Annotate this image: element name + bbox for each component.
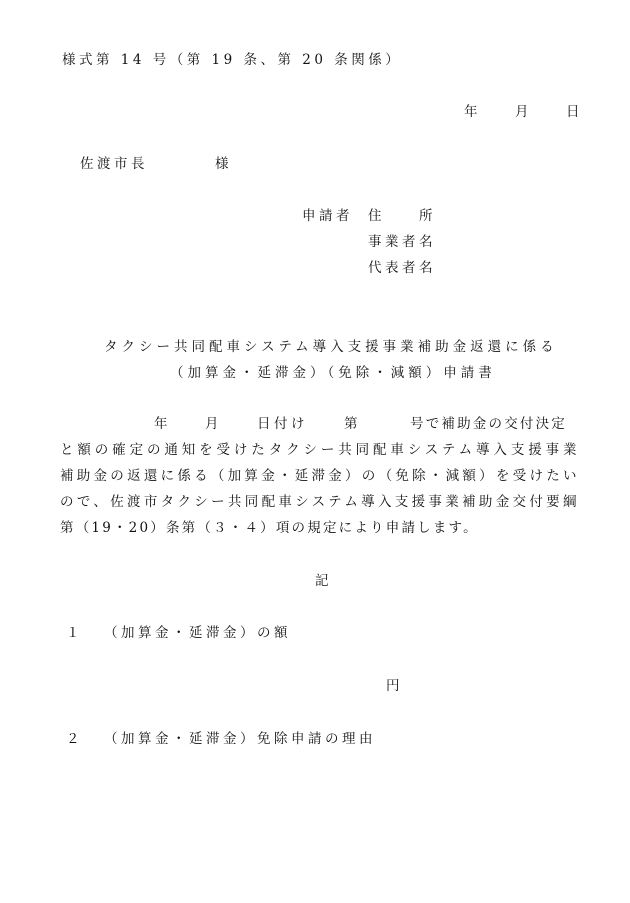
ki-heading: 記: [315, 573, 329, 589]
body-line3: 補助金の返還に係る（加算金・延滞金）の（免除・減額）を受けたい: [60, 468, 578, 484]
addressee-honorific: 様: [215, 156, 229, 172]
addressee-name: 佐渡市長: [80, 156, 148, 172]
body-line4: ので、佐渡市タクシー共同配車システム導入支援事業補助金交付要綱: [60, 494, 578, 510]
applicant-label: 申請者: [302, 208, 353, 224]
body-year: 年: [154, 416, 168, 432]
item-text: （加算金・延滞金）の額: [104, 625, 291, 641]
body-line5: 第（19・20）条第（３・４）項の規定により申請します。: [60, 520, 479, 536]
body-date-suffix: 日付け: [257, 416, 308, 432]
date-year: 年: [464, 104, 478, 120]
date-month: 月: [515, 104, 529, 120]
applicant-representative-label: 代表者名: [368, 260, 436, 276]
applicant-business-label: 事業者名: [368, 234, 436, 250]
body-line2: と額の確定の通知を受けたタクシー共同配車システム導入支援事業: [60, 442, 578, 458]
document-title-line2: （加算金・延滞金）（免除・減額）申請書: [170, 365, 496, 381]
document-title-line1: タクシー共同配車システム導入支援事業補助金返還に係る: [104, 339, 558, 355]
item-unit: 円: [386, 678, 400, 694]
item-number: １: [66, 625, 80, 641]
applicant-address-label: 住 所: [368, 208, 436, 224]
item-number: ２: [66, 731, 80, 747]
item-text: （加算金・延滞金）免除申請の理由: [104, 731, 376, 747]
body-line1-rest: 号で補助金の交付決定: [410, 416, 567, 432]
form-header: 様式第 14 号（第 19 条、第 20 条関係）: [62, 52, 403, 68]
body-month: 月: [205, 416, 219, 432]
body-number-prefix: 第: [344, 416, 358, 432]
date-day: 日: [566, 104, 580, 120]
